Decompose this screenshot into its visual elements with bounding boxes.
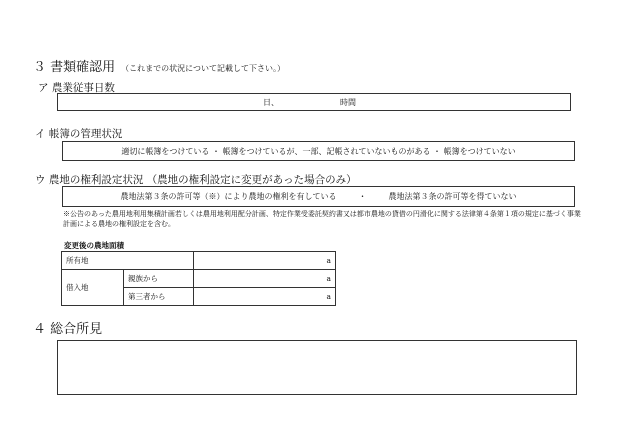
ledger-status-options[interactable]	[62, 141, 575, 161]
leased-land-label: 借入地	[62, 270, 124, 306]
owned-land-label: 所有地	[62, 252, 194, 270]
section-3-title	[33, 56, 285, 75]
table-row	[62, 252, 336, 270]
area-table-title: 変更後の農地面積	[64, 241, 124, 250]
day-unit: 日、	[263, 98, 279, 107]
rights-option-2: 農地法第３条の許可等を得ていない	[388, 192, 517, 201]
hour-unit: 時間	[340, 98, 356, 107]
farming-days-field[interactable]	[57, 93, 571, 111]
rights-status-options[interactable]	[62, 186, 575, 207]
from-relatives-value[interactable]: a	[194, 270, 336, 288]
from-relatives-label: 親族から	[124, 270, 194, 288]
ledger-status-title: イ 帳簿の管理状況	[35, 128, 123, 140]
section-4-title: ４ 総合所見	[33, 322, 103, 337]
from-third-party-value[interactable]: a	[194, 288, 336, 306]
farming-days-title: ア 農業従事日数	[38, 82, 115, 94]
owned-land-value[interactable]: a	[194, 252, 336, 270]
table-row	[62, 270, 336, 288]
rights-option-1: 農地法第３条の許可等（※）により農地の権利を有している	[120, 192, 337, 201]
rights-separator: ・	[358, 192, 367, 201]
rights-footnote: ※公告のあった農用地利用集積計画若しくは農用地利用配分計画、特定作業受委託契約書又は都市農地の貸借の円滑化に関する法律第４条第１項の規定に基づく事業計画による農地の権利設定を含む。	[63, 210, 581, 228]
ledger-options-text: 適切に帳簿をつけている ・ 帳簿をつけているが、一部、記帳されていないものがある ・ 帳簿をつけていない	[121, 146, 516, 156]
summary-field[interactable]	[57, 340, 577, 395]
from-third-party-label: 第三者から	[124, 288, 194, 306]
section-3-heading: ３ 書類確認用	[33, 60, 116, 75]
section-3-note: （これまでの状況について記載して下さい。）	[121, 64, 285, 73]
area-table	[61, 251, 336, 306]
rights-status-title: ウ 農地の権利設定状況 （農地の権利設定に変更があった場合のみ）	[35, 174, 357, 186]
